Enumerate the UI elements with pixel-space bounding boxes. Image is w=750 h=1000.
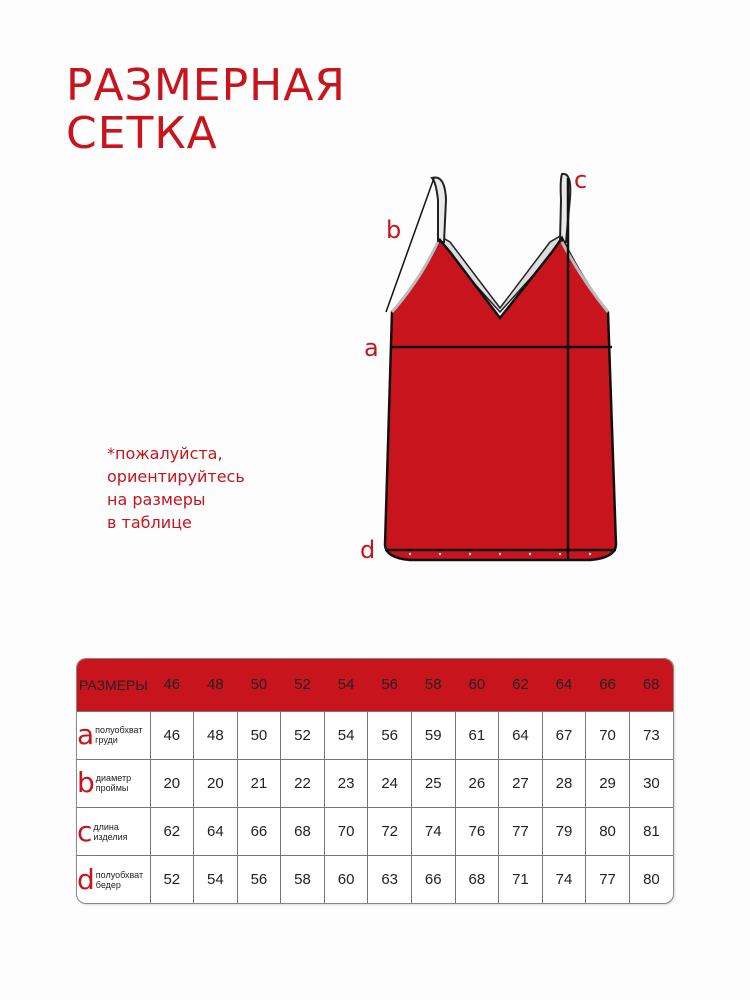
size-header-cell: 62 <box>512 676 529 694</box>
table-cell: 52 <box>150 856 194 903</box>
title-line-1: РАЗМЕРНАЯ <box>66 60 346 111</box>
table-cell: 54 <box>194 856 238 903</box>
table-cell: 58 <box>281 856 325 903</box>
row-description <box>95 725 142 745</box>
table-cell: 23 <box>324 759 368 807</box>
page-title <box>66 62 346 158</box>
table-cell: 77 <box>499 807 543 855</box>
size-header-cell: 58 <box>424 676 442 694</box>
table-cell: 66 <box>411 856 455 903</box>
table-cell: 24 <box>368 759 412 807</box>
table-cell: 67 <box>542 711 586 759</box>
row-letter: d <box>77 862 95 896</box>
row-desc-line-1: полуобхват <box>95 725 143 736</box>
row-letter: a <box>77 718 95 752</box>
table-cell: 52 <box>281 711 325 759</box>
table-cell: 77 <box>586 856 630 903</box>
size-note <box>107 442 245 534</box>
row-label <box>77 807 150 855</box>
table-cell: 28 <box>542 759 586 807</box>
measurement-row-a <box>77 711 673 759</box>
note-line-2: ориентируйтесь <box>107 467 245 486</box>
table-cell: 68 <box>281 807 325 855</box>
row-label <box>77 711 150 759</box>
measurement-row-d <box>77 856 673 903</box>
table-cell: 54 <box>324 711 368 759</box>
size-header-cell: 68 <box>642 676 660 694</box>
table-cell: 70 <box>324 807 368 855</box>
table-cell: 66 <box>237 807 281 855</box>
measurement-row-b <box>77 759 673 807</box>
label-c: c <box>574 166 588 194</box>
table-cell: 79 <box>542 807 586 855</box>
left-strap <box>432 177 446 242</box>
row-label <box>77 759 150 807</box>
table-cell: 48 <box>194 711 238 759</box>
row-desc-line-1: длина <box>93 821 119 832</box>
table-cell: 29 <box>586 759 630 807</box>
table-cell: 80 <box>586 807 630 855</box>
table-cell: 64 <box>499 711 543 759</box>
table-cell: 73 <box>629 711 673 759</box>
size-header-row <box>77 659 673 711</box>
row-letter: c <box>77 814 93 848</box>
size-header-cell: 56 <box>381 676 399 694</box>
table-cell: 22 <box>281 759 325 807</box>
row-description <box>96 870 143 890</box>
table-cell: 50 <box>237 711 281 759</box>
table-cell: 74 <box>542 856 586 903</box>
row-desc-line-2: изделия <box>93 831 128 842</box>
row-desc-line-1: диаметр <box>95 773 132 784</box>
row-desc-line-2: проймы <box>95 783 129 794</box>
row-desc-line-1: полуобхват <box>95 869 144 880</box>
row-label <box>77 856 150 903</box>
table-cell: 59 <box>411 711 455 759</box>
table-cell: 71 <box>499 856 543 903</box>
table-cell: 20 <box>194 759 238 807</box>
table-cell: 27 <box>499 759 543 807</box>
size-header-cell: 50 <box>250 676 268 694</box>
table-cell: 72 <box>368 807 412 855</box>
label-b: b <box>386 216 402 244</box>
table-cell: 62 <box>150 807 194 855</box>
row-desc-line-2: бедер <box>95 879 121 890</box>
table-cell: 25 <box>411 759 455 807</box>
table-cell: 56 <box>368 711 412 759</box>
note-line-4: в таблице <box>107 513 192 532</box>
size-chart-table <box>76 658 674 904</box>
table-cell: 80 <box>629 856 673 903</box>
row-desc-line-2: груди <box>95 735 118 746</box>
row-letter: b <box>77 766 95 800</box>
size-header-cell: 60 <box>468 676 486 694</box>
measurement-row-c <box>77 807 673 855</box>
title-line-2: СЕТКА <box>66 108 218 159</box>
table-cell: 63 <box>368 856 412 903</box>
note-line-1: *пожалуйста, <box>107 444 223 463</box>
table-cell: 74 <box>411 807 455 855</box>
label-d: d <box>360 536 376 564</box>
table-cell: 68 <box>455 856 499 903</box>
table-cell: 61 <box>455 711 499 759</box>
table-cell: 56 <box>237 856 281 903</box>
size-header-cell: 46 <box>163 676 181 694</box>
size-header-cell: 66 <box>599 676 616 694</box>
sizes-header-label: РАЗМЕРЫ <box>79 676 148 693</box>
table-cell: 60 <box>324 856 368 903</box>
garment-body <box>385 238 616 560</box>
table-cell: 76 <box>455 807 499 855</box>
table-cell: 70 <box>586 711 630 759</box>
row-description <box>96 773 131 793</box>
table-cell: 81 <box>629 807 673 855</box>
table-cell: 21 <box>237 759 281 807</box>
size-header-cell: 64 <box>555 676 573 694</box>
table-cell: 30 <box>629 759 673 807</box>
size-header-cell: 54 <box>337 676 355 694</box>
table-cell: 20 <box>150 759 194 807</box>
row-description <box>93 822 127 842</box>
size-header-cell: 48 <box>207 676 224 694</box>
camisole-diagram <box>350 160 650 580</box>
table-cell: 26 <box>455 759 499 807</box>
label-a: a <box>364 334 379 362</box>
table-cell: 64 <box>194 807 238 855</box>
note-line-3: на размеры <box>107 490 206 509</box>
table-cell: 46 <box>150 711 194 759</box>
size-header-cell: 52 <box>294 676 311 694</box>
